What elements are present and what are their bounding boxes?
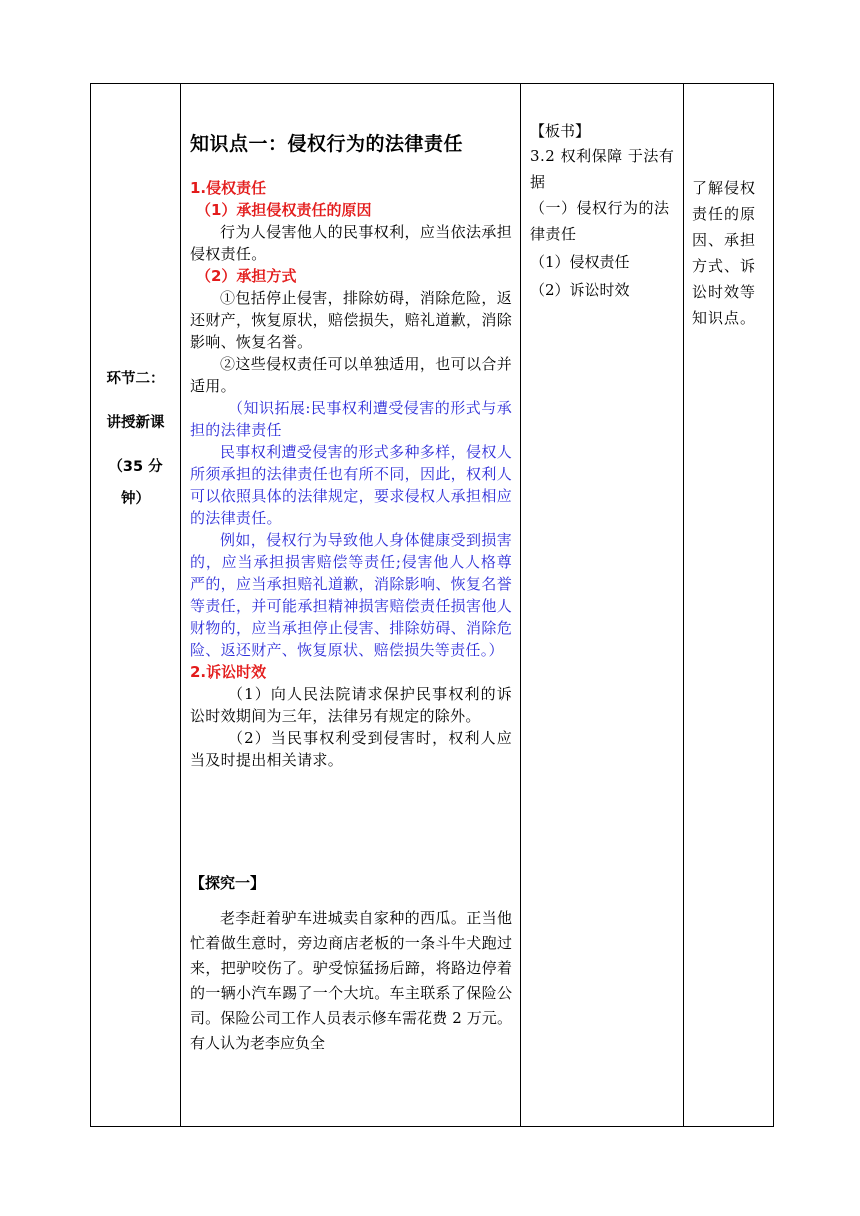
blackboard-heading: 【板书】 [530,122,591,140]
subheading-methods: （2）承担方式 [196,267,297,285]
design-intent-cell [684,84,774,1127]
lesson-plan-table [90,83,774,1127]
extension-title: （知识拓展:民事权利遭受侵害的形式与承担的法律责任 [190,399,512,439]
content-cell [181,84,521,1127]
paragraph-limitation-2: （2）当民事权利受到侵害时，权利人应当及时提出相关请求。 [190,729,512,769]
stage-gap [91,435,180,455]
blackboard-title: 3.2 权利保障 于法有据 [530,147,675,191]
extension-paragraph-2: 例如，侵权行为导致他人身体健康受到损害的，应当承担损害赔偿等责任;侵害他人人格尊严的，应当承担赔礼道歉，消除影响、恢复名誉等责任，并可能承担精神损害赔偿责任损害他人财物的，应当承担停止侵害、排除妨碍、消除危险、返还财产、恢复原状、赔偿损失等责任。） [190,531,512,659]
stage-line-3: （35 分 [108,459,163,475]
stage-wrap [91,84,180,1126]
case-paragraph: 老李赶着驴车进城卖自家种的西瓜。正当他忙着做生意时，旁边商店老板的一条斗牛犬跑过来，把驴咬伤了。驴受惊猛扬后蹄，将路边停着的一辆小汽车踢了一个大坑。车主联系了保险公司。保险公司工作人员表示修车需花费 2 万元。有人认为老李应负全 [190,909,512,1052]
blackboard-wrap [521,84,683,303]
stage-line-4: 钟） [121,491,150,507]
design-intent-text: 了解侵权责任的原因、承担方式、诉讼时效等知识点。 [692,179,757,327]
stage-gap [91,391,180,411]
explore-heading: 【探究一】 [190,874,266,892]
paragraph-methods-1: ①包括停止侵害，排除妨碍，消除危险，返还财产，恢复原状，赔偿损失，赔礼道歉，消除影响、恢复名誉。 [190,289,512,351]
extension-paragraph-1: 民事权利遭受侵害的形式多种多样，侵权人所须承担的法律责任也有所不同，因此，权利人可以依照具体的法律规定，要求侵权人承担相应的法律责任。 [190,443,512,527]
blackboard-item-1: （1）侵权责任 [530,253,630,271]
stage-label [91,367,180,511]
blackboard-item-2: （2）诉讼时效 [530,281,630,299]
blackboard-cell [521,84,684,1127]
section-heading-liability: 1.侵权责任 [190,179,267,197]
blackboard-section: （一）侵权行为的法律责任 [530,199,670,243]
section-heading-limitation: 2.诉讼时效 [190,663,267,681]
stage-line-2: 讲授新课 [106,415,165,431]
table-row [91,84,774,1127]
stage-line-1: 环节二： [106,371,165,387]
paragraph-methods-2: ②这些侵权责任可以单独适用，也可以合并适用。 [190,355,512,395]
knowledge-point-title: 知识点一：侵权行为的法律责任 [190,133,464,155]
paragraph-reason: 行为人侵害他人的民事权利，应当依法承担侵权责任。 [190,223,512,263]
subheading-reason: （1）承担侵权责任的原因 [196,201,372,219]
stage-cell [91,84,181,1127]
content-wrap [181,84,520,1056]
paragraph-limitation-1: （1）向人民法院请求保护民事权利的诉讼时效期间为三年，法律另有规定的除外。 [190,685,512,725]
